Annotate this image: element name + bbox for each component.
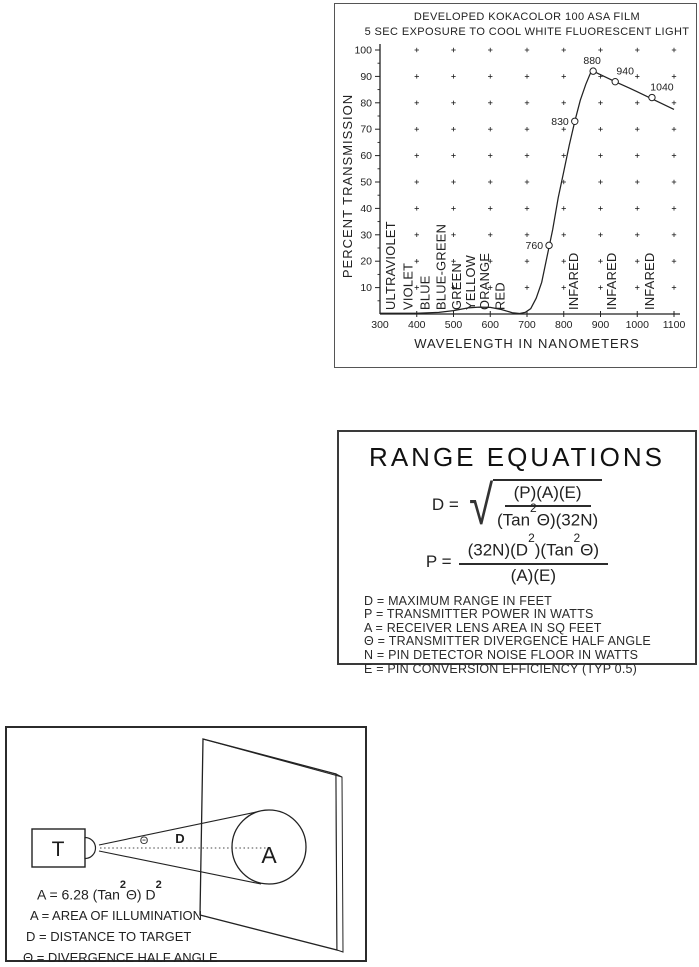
band-label: YELLOW — [462, 254, 478, 310]
fraction — [497, 483, 598, 531]
diagram-legend-distance: D = DISTANCE TO TARGET — [26, 928, 192, 944]
data-point-label: 940 — [616, 65, 634, 78]
y-tick-label: 90 — [360, 70, 372, 83]
data-point-label: 830 — [551, 115, 569, 128]
band-label: INFARED — [641, 252, 657, 310]
band-label: RED — [492, 282, 508, 310]
target-panel-side-edge — [336, 774, 343, 952]
film-transmission-chart-panel — [334, 3, 697, 368]
x-tick-label: 1000 — [625, 319, 649, 331]
denominator: (A)(E) — [510, 565, 556, 585]
denominator — [496, 501, 599, 531]
x-tick-label: 900 — [591, 319, 610, 331]
numerator-text: )(Tan — [534, 540, 574, 560]
data-point-marker — [546, 242, 552, 248]
band-label: INFARED — [565, 252, 581, 310]
numerator-text: (32N)(D — [467, 540, 529, 560]
illumination-area-equation — [37, 879, 218, 903]
chart-title: DEVELOPED KOKACOLOR 100 ASA FILM — [413, 11, 641, 23]
band-label: ORANGE — [476, 252, 492, 310]
equation-lhs-d: D = — [431, 495, 459, 514]
band-label: BLUE-GREEN — [433, 223, 449, 310]
y-tick-label: 100 — [354, 44, 372, 57]
transmitter-label: T — [51, 838, 65, 861]
distance-label: D — [175, 831, 185, 846]
band-label: INFARED — [604, 252, 620, 310]
diagram-legend-divergence: Θ = DIVERGENCE HALF ANGLE — [23, 949, 218, 965]
exponent: 2 — [155, 879, 162, 891]
x-tick-label: 400 — [407, 319, 426, 331]
denominator-text: Θ)(32N) — [536, 510, 599, 530]
data-point-label: 760 — [525, 239, 544, 252]
denominator-text: (Tan — [496, 510, 531, 530]
band-label: ULTRAVIOLET — [382, 221, 398, 310]
legend-line-p: P = TRANSMITTER POWER IN WATTS — [364, 607, 594, 622]
data-point-label: 880 — [583, 55, 601, 68]
legend-line-e: E = PIN CONVERSION EFFICIENCY (TYP 0.5) — [364, 661, 638, 676]
y-tick-label: 50 — [360, 176, 372, 189]
illumination-area-label: A — [261, 842, 277, 868]
legend-line-a: A = RECEIVER LENS AREA IN SQ FEET — [364, 620, 602, 635]
numerator-text: Θ) — [580, 540, 600, 560]
range-equation-distance — [339, 474, 695, 536]
equation-lhs-p: P = — [425, 551, 452, 571]
range-equation-power — [339, 531, 695, 586]
beam-geometry-diagram-panel — [5, 726, 367, 965]
range-equations-title: RANGE EQUATIONS — [369, 442, 665, 472]
y-tick-label: 10 — [360, 282, 372, 295]
data-point-marker — [572, 118, 578, 124]
band-label: VIOLET — [400, 262, 416, 310]
divergence-angle-label: Θ — [139, 835, 149, 847]
y-tick-label: 20 — [360, 255, 372, 268]
film-transmission-chart — [335, 4, 696, 367]
equation-text: A = 6.28 (Tan — [37, 886, 120, 903]
x-tick-label: 300 — [371, 319, 389, 331]
numerator — [459, 531, 608, 565]
radicand — [493, 479, 602, 531]
data-point-label: 1040 — [650, 81, 674, 94]
x-tick-label: 500 — [444, 319, 463, 331]
y-tick-label: 60 — [360, 150, 372, 163]
y-tick-label: 40 — [360, 202, 372, 215]
y-tick-label: 80 — [360, 97, 372, 110]
chart-subtitle: 5 SEC EXPOSURE TO COOL WHITE FLUORESCENT LIGHT — [364, 26, 690, 38]
transmitter-lens — [85, 838, 96, 859]
exponent: 2 — [530, 501, 537, 516]
x-tick-label: 1100 — [662, 319, 686, 331]
range-equations-legend — [364, 595, 695, 677]
band-label: BLUE — [417, 275, 433, 310]
legend-line-theta: Θ = TRANSMITTER DIVERGENCE HALF ANGLE — [364, 634, 651, 649]
band-label: GREEN — [449, 262, 465, 310]
x-tick-label: 800 — [554, 319, 573, 331]
radical-sign: √ — [468, 474, 493, 536]
numerator: (P)(A)(E) — [505, 483, 591, 507]
data-point-marker — [590, 68, 596, 74]
plus-grid-markers — [415, 48, 677, 290]
y-tick-label: 70 — [360, 123, 372, 136]
y-axis-title: PERCENT TRANSMISSION — [340, 93, 355, 279]
x-tick-label: 700 — [518, 319, 536, 331]
legend-line-d: D = MAXIMUM RANGE IN FEET — [364, 593, 553, 608]
x-axis-title: WAVELENGTH IN NANOMETERS — [414, 336, 640, 351]
data-point-marker — [649, 94, 655, 100]
equation-text: Θ) D — [126, 886, 156, 903]
exponent: 2 — [573, 531, 581, 545]
x-tick-label: 600 — [481, 319, 500, 331]
range-equations-panel — [337, 430, 697, 676]
exponent: 2 — [528, 531, 535, 545]
legend-line-n: N = PIN DETECTOR NOISE FLOOR IN WATTS — [364, 648, 639, 663]
diagram-legend-area: A = AREA OF ILLUMINATION — [30, 907, 203, 923]
y-tick-label: 30 — [360, 229, 372, 242]
data-point-marker — [612, 78, 618, 84]
exponent: 2 — [119, 879, 127, 891]
diagram-text-block — [23, 879, 218, 965]
fraction — [459, 531, 608, 586]
